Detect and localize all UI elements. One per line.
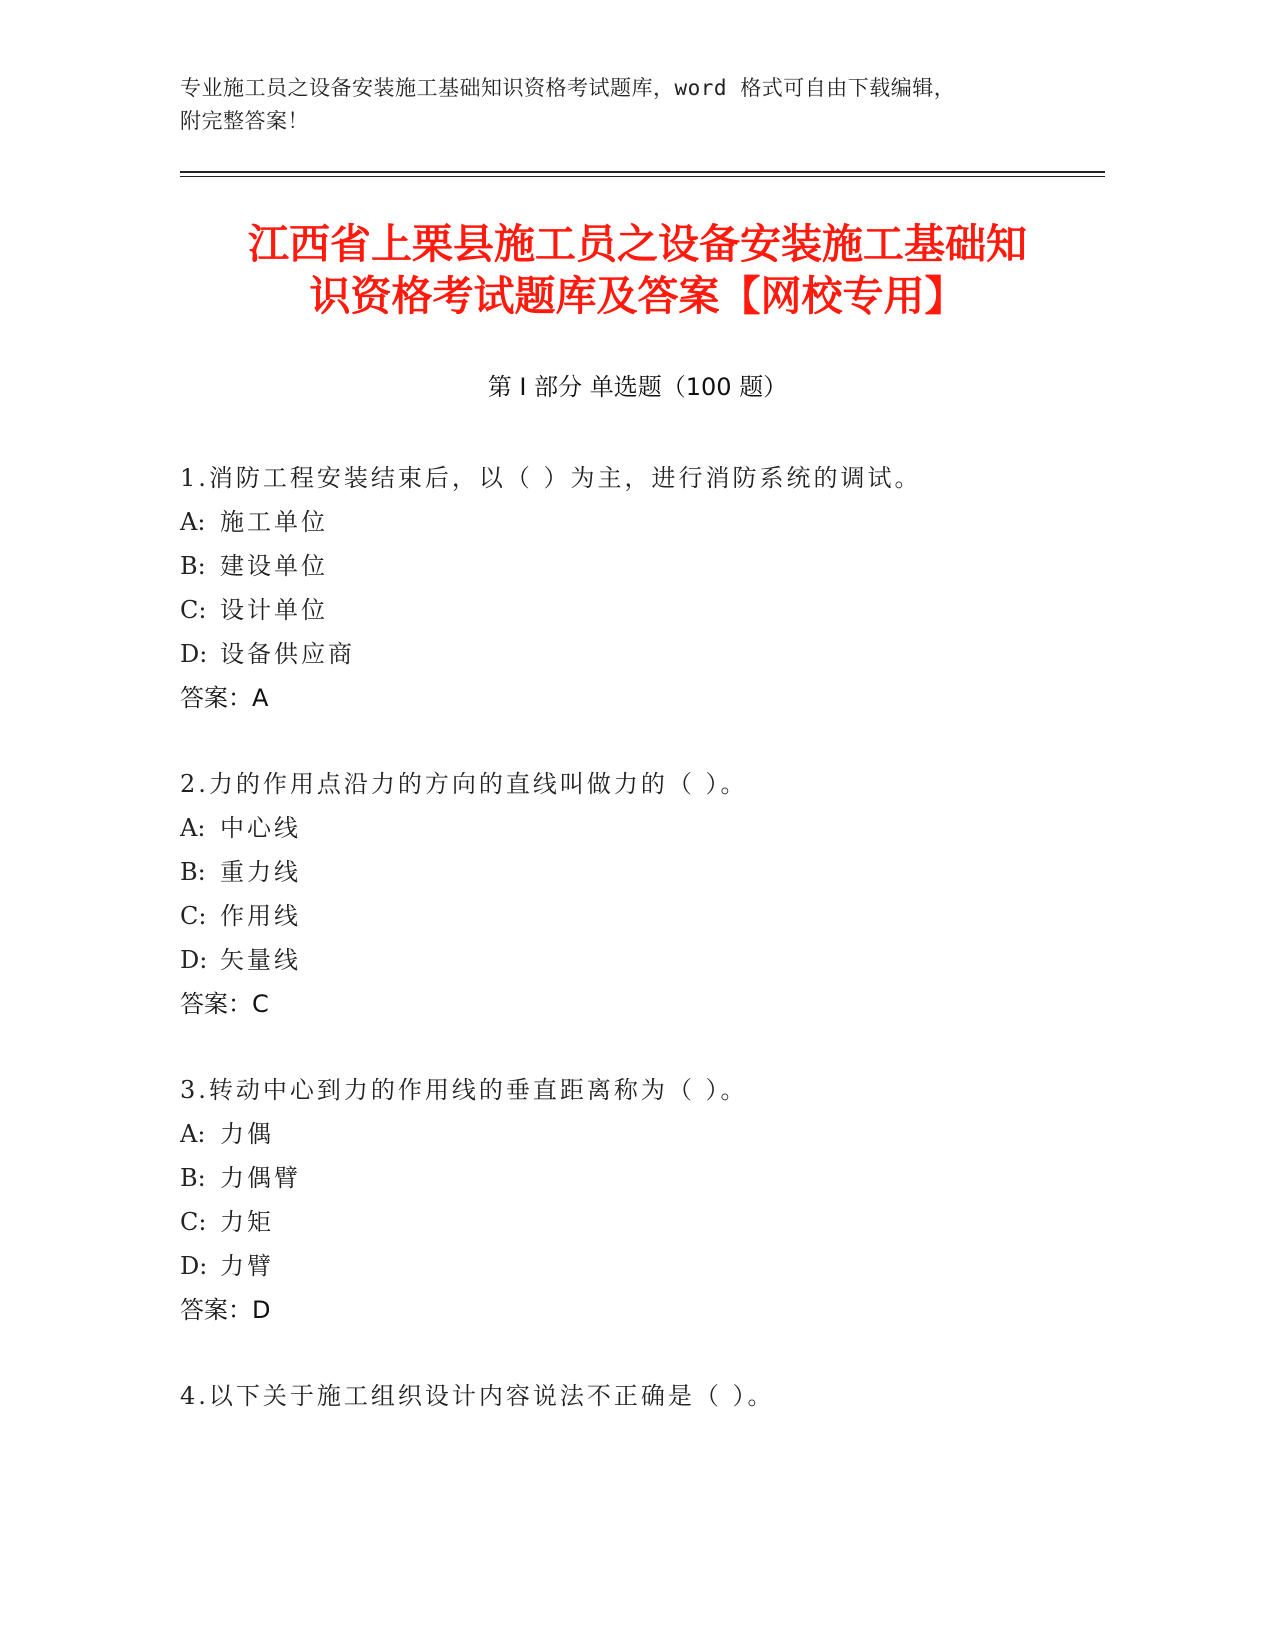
question-stem: 2.力的作用点沿力的方向的直线叫做力的（ ）。 (180, 770, 748, 798)
option-text: 力偶臂 (220, 1164, 301, 1192)
document-title-line-2: 识资格考试题库及答案【网校专用】 (309, 272, 966, 320)
option-d (180, 938, 1105, 982)
option-text: 设计单位 (220, 596, 328, 624)
answer-line: 答案：A (180, 684, 269, 712)
option-key: B: (180, 1164, 206, 1192)
option-a (180, 1112, 1105, 1156)
option-text: 设备供应商 (220, 640, 355, 668)
option-key: C: (180, 902, 207, 930)
question-stem: 1.消防工程安装结束后，以（ ）为主，进行消防系统的调试。 (180, 464, 922, 492)
question-1 (180, 456, 1105, 720)
option-key: A: (180, 508, 206, 536)
option-c (180, 588, 1105, 632)
answer-line: 答案：D (180, 1296, 271, 1324)
question-2 (180, 762, 1105, 1026)
option-text: 建设单位 (220, 552, 328, 580)
option-text: 力臂 (220, 1252, 274, 1280)
option-key: D: (180, 640, 208, 668)
answer-line: 答案：C (180, 990, 269, 1018)
question-4 (180, 1374, 1105, 1418)
option-c (180, 1200, 1105, 1244)
option-b (180, 544, 1105, 588)
option-key: D: (180, 946, 208, 974)
document-title-line-1: 江西省上栗县施工员之设备安装施工基础知 (248, 220, 1027, 268)
question-list (180, 456, 1105, 1418)
option-d (180, 632, 1105, 676)
option-key: A: (180, 1120, 206, 1148)
option-a (180, 500, 1105, 544)
question-spacer (180, 720, 1105, 762)
option-b (180, 1156, 1105, 1200)
question-stem: 4.以下关于施工组织设计内容说法不正确是（ ）。 (180, 1382, 775, 1410)
option-b (180, 850, 1105, 894)
question-spacer (180, 1026, 1105, 1068)
header-note (180, 72, 1060, 138)
option-a (180, 806, 1105, 850)
option-text: 力矩 (220, 1208, 274, 1236)
option-text: 作用线 (220, 902, 301, 930)
option-key: A: (180, 814, 206, 842)
question-stem: 3.转动中心到力的作用线的垂直距离称为（ ）。 (180, 1076, 748, 1104)
option-d (180, 1244, 1105, 1288)
header-note-line-2: 附完整答案！ (180, 109, 309, 133)
question-spacer (180, 1332, 1105, 1374)
option-key: B: (180, 858, 206, 886)
option-text: 力偶 (220, 1120, 274, 1148)
header-note-line-1: 专业施工员之设备安装施工基础知识资格考试题库，word 格式可自由下载编辑， (180, 76, 956, 100)
question-3 (180, 1068, 1105, 1332)
option-key: C: (180, 1208, 207, 1236)
header-divider-thin (180, 176, 1105, 177)
option-key: C: (180, 596, 207, 624)
header-divider-thick (180, 171, 1105, 173)
option-key: D: (180, 1252, 208, 1280)
option-text: 中心线 (220, 814, 301, 842)
document-title (150, 218, 1125, 322)
section-title: 第 I 部分 单选题（100 题） (487, 373, 788, 401)
option-c (180, 894, 1105, 938)
option-key: B: (180, 552, 206, 580)
option-text: 矢量线 (220, 946, 301, 974)
option-text: 重力线 (220, 858, 301, 886)
option-text: 施工单位 (220, 508, 328, 536)
